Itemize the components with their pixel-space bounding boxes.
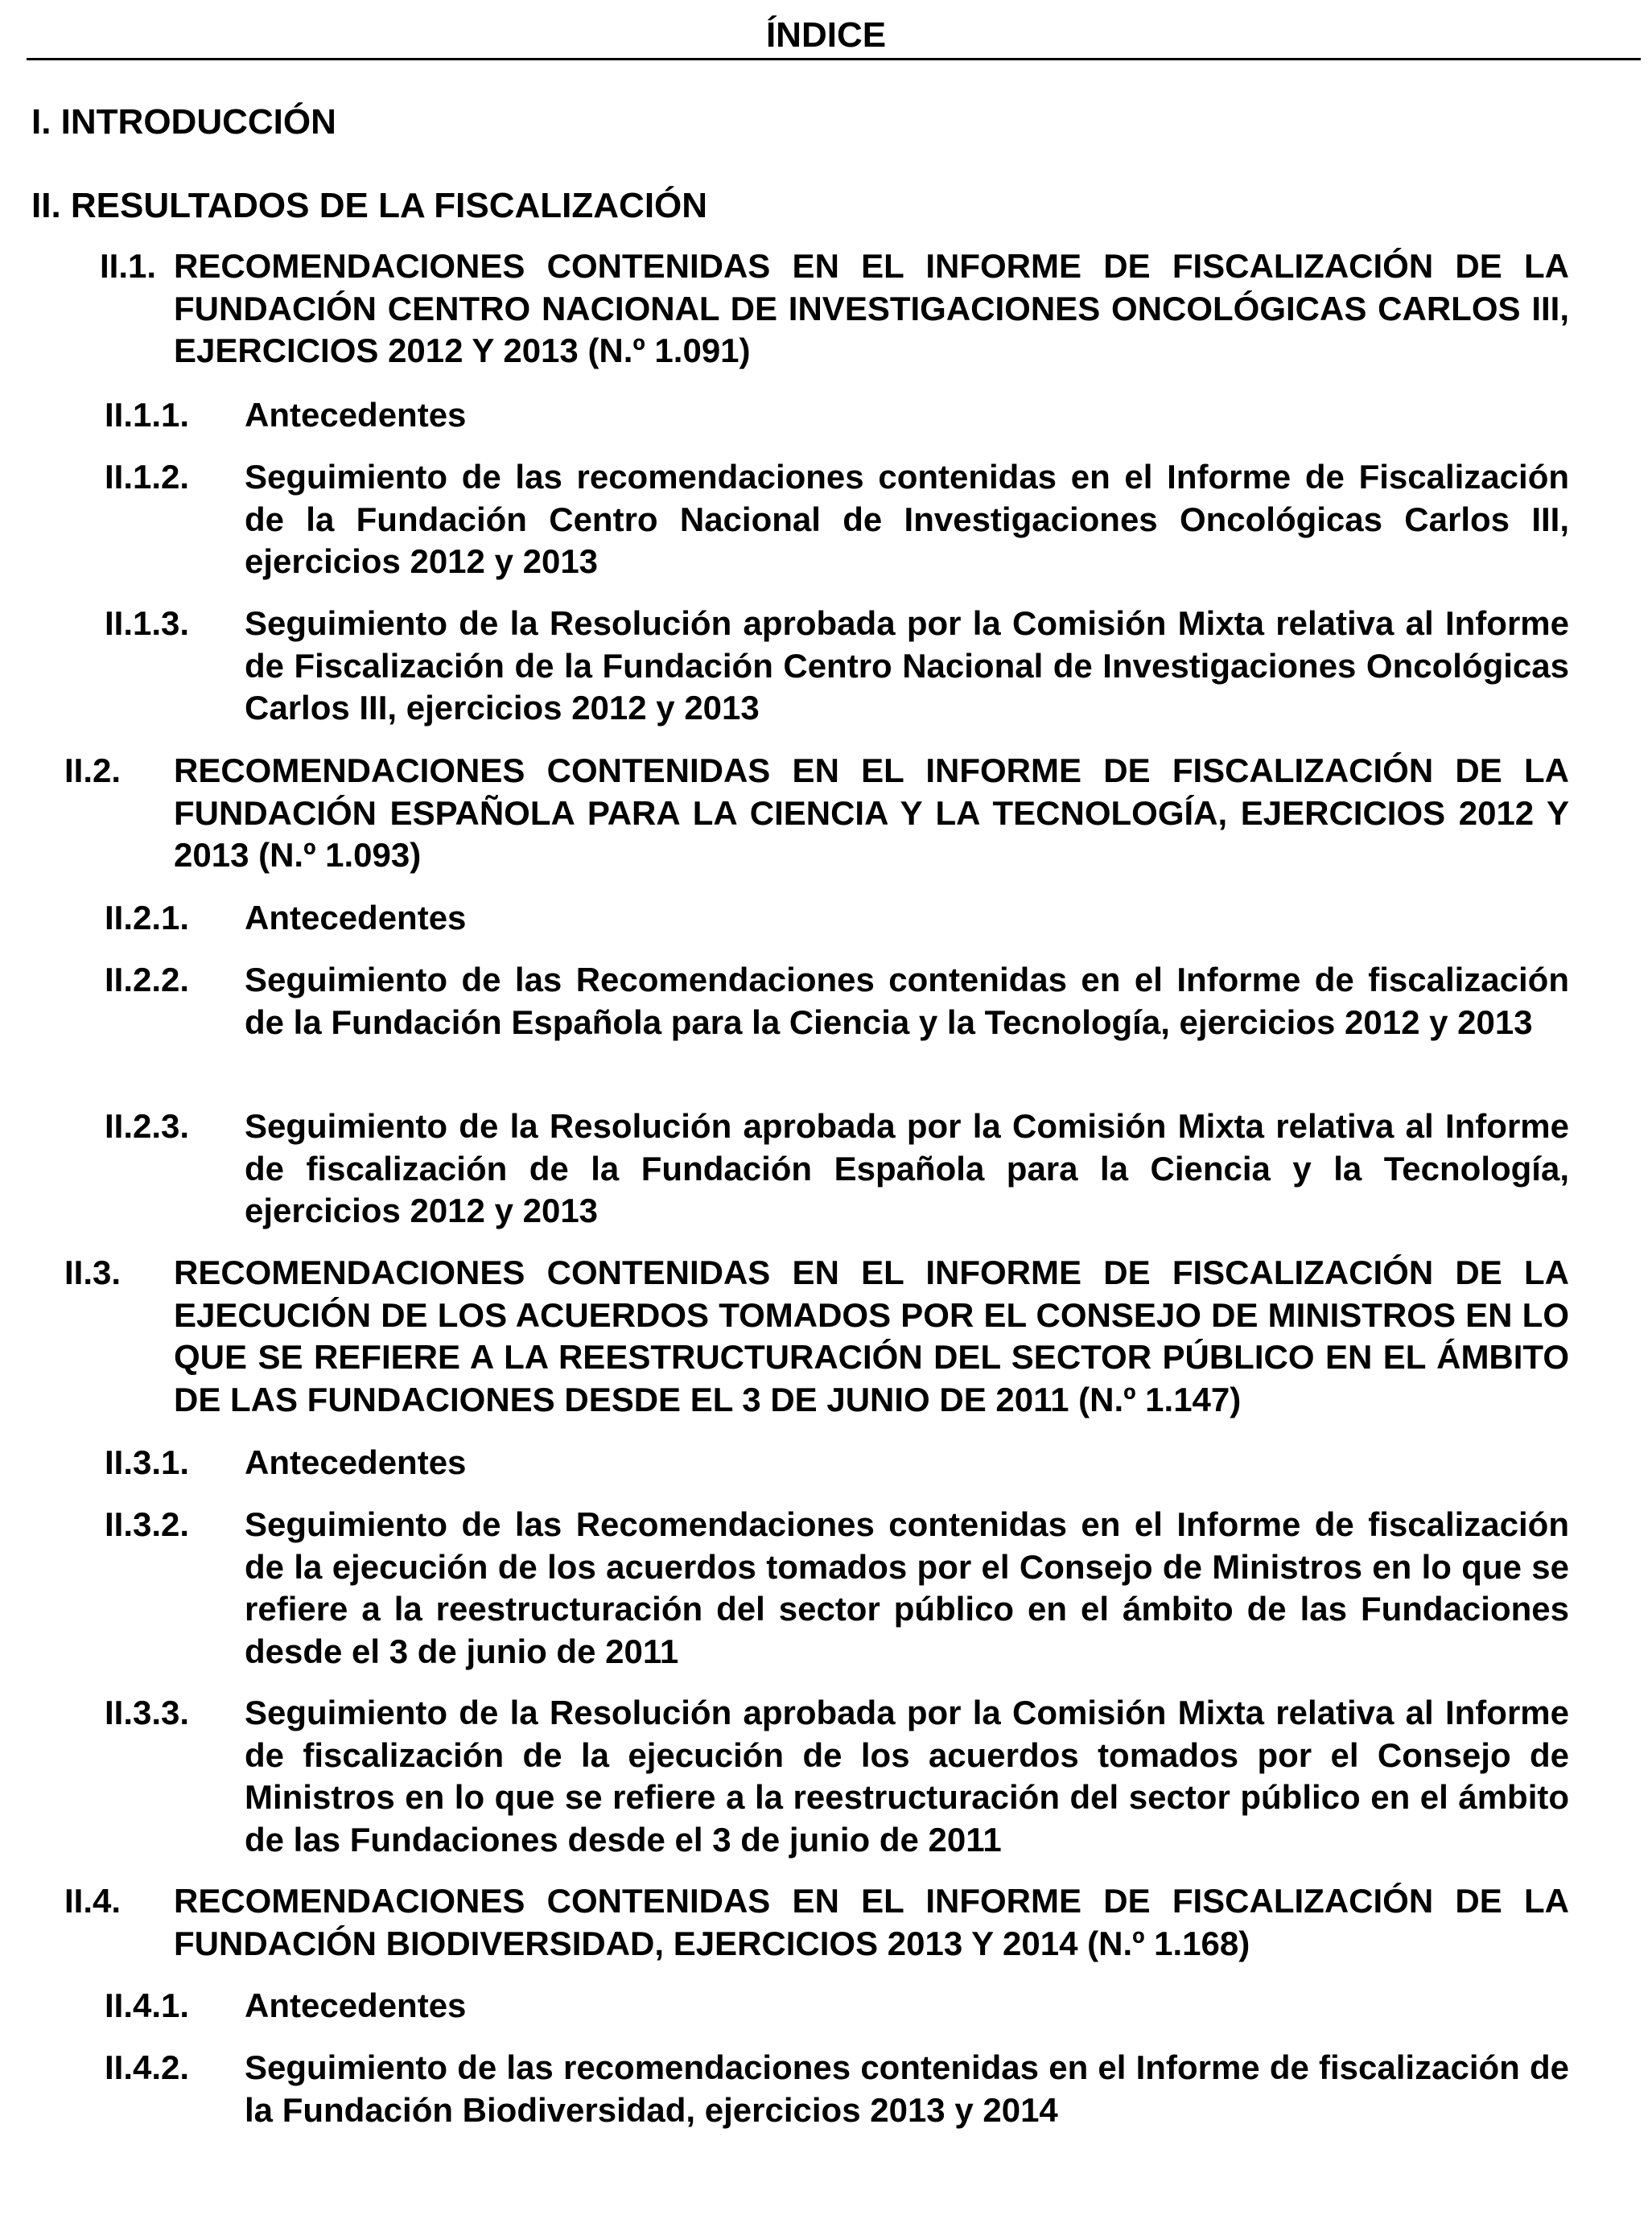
toc-item-title: Antecedentes — [245, 396, 467, 434]
toc-item-ii-4-2[interactable] — [105, 2047, 1569, 2131]
toc-subsection-title: RECOMENDACIONES CONTENIDAS EN EL INFORME DE FISCALIZACIÓN DE LA EJECUCIÓN DE LOS ACUERDOS TOMADOS POR EL CONSEJO DE MINISTROS EN LO QUE SE REFIERE A LA REESTRUCTURACIÓN DEL SECTOR PÚBLICO EN EL ÁMBITO DE LAS FUNDACIONES DESDE EL 3 DE JUNIO DE 2011 (N.º 1.147) — [174, 1254, 1569, 1418]
toc-subsection-number: II.4. — [64, 1882, 122, 1920]
toc-subsection-ii-1[interactable] — [100, 245, 1569, 373]
toc-item-ii-1-2[interactable] — [105, 456, 1569, 583]
title-divider — [27, 58, 1641, 60]
toc-item-title: Antecedentes — [245, 899, 467, 937]
toc-item-title: Seguimiento de las recomendaciones contenidas en el Informe de fiscalización de la Fundación Biodiversidad, ejercicios 2013 y 2014 — [245, 2048, 1569, 2129]
toc-item-ii-4-1[interactable] — [105, 1985, 1569, 2027]
toc-subsection-title: RECOMENDACIONES CONTENIDAS EN EL INFORME DE FISCALIZACIÓN DE LA FUNDACIÓN BIODIVERSIDAD, EJERCICIOS 2013 Y 2014 (N.º 1.168) — [174, 1882, 1569, 1962]
toc-section-resultados[interactable]: II. RESULTADOS DE LA FISCALIZACIÓN — [31, 186, 708, 225]
toc-item-title: Seguimiento de las recomendaciones contenidas en el Informe de Fiscalización de la Fundación Centro Nacional de Investigaciones Oncológicas Carlos III, ejercicios 2012 y 2013 — [245, 458, 1569, 580]
toc-subsection-ii-2[interactable] — [64, 750, 1569, 877]
toc-item-number: II.2.1. — [105, 899, 190, 937]
toc-item-title: Seguimiento de las Recomendaciones contenidas en el Informe de fiscalización de la ejecución de los acuerdos tomados por el Consejo de Ministros en lo que se refiere a la reestructuración del sector público en el ámbito de las Fundaciones desde el 3 de junio de 2011 — [245, 1505, 1569, 1670]
toc-item-title: Seguimiento de la Resolución aprobada por la Comisión Mixta relativa al Informe de fiscalización de la ejecución de los acuerdos tomados por el Consejo de Ministros en lo que se refiere a la reestructuración del sector público en el ámbito de las Fundaciones desde el 3 de junio de 2011 — [245, 1694, 1569, 1859]
toc-item-title: Seguimiento de las Recomendaciones contenidas en el Informe de fiscalización de la Fundación Española para la Ciencia y la Tecnología, ejercicios 2012 y 2013 — [245, 961, 1569, 1041]
toc-subsection-ii-4[interactable] — [64, 1880, 1569, 1965]
toc-item-ii-1-1[interactable] — [105, 394, 1569, 437]
toc-subsection-title: RECOMENDACIONES CONTENIDAS EN EL INFORME DE FISCALIZACIÓN DE LA FUNDACIÓN ESPAÑOLA PARA LA CIENCIA Y LA TECNOLOGÍA, EJERCICIOS 2012 Y 2013 (N.º 1.093) — [174, 751, 1569, 874]
toc-subsection-number: II.3. — [64, 1254, 122, 1291]
toc-item-number: II.4.1. — [105, 1986, 190, 2024]
toc-item-number: II.4.2. — [105, 2048, 190, 2086]
toc-item-ii-2-1[interactable] — [105, 897, 1569, 940]
toc-item-number: II.1.3. — [105, 604, 190, 642]
toc-item-ii-2-3[interactable] — [105, 1105, 1569, 1233]
toc-item-title: Antecedentes — [245, 1443, 467, 1481]
toc-item-number: II.3.3. — [105, 1694, 190, 1731]
toc-item-number: II.1.1. — [105, 396, 190, 434]
toc-item-number: II.2.3. — [105, 1107, 190, 1145]
toc-item-ii-2-2[interactable] — [105, 959, 1569, 1044]
page-title: ÍNDICE — [765, 15, 887, 55]
toc-item-ii-3-3[interactable] — [105, 1692, 1569, 1861]
toc-item-number: II.3.1. — [105, 1443, 190, 1481]
toc-subsection-ii-3[interactable] — [64, 1252, 1569, 1421]
toc-item-title: Seguimiento de la Resolución aprobada por la Comisión Mixta relativa al Informe de fiscalización de la Fundación Española para la Ciencia y la Tecnología, ejercicios 2012 y 2013 — [245, 1107, 1569, 1229]
toc-subsection-number: II.1. — [100, 247, 157, 285]
toc-item-number: II.3.2. — [105, 1505, 190, 1543]
toc-item-number: II.1.2. — [105, 458, 190, 496]
toc-subsection-number: II.2. — [64, 751, 122, 789]
toc-item-ii-3-1[interactable] — [105, 1442, 1569, 1484]
toc-section-introduccion[interactable]: I. INTRODUCCIÓN — [31, 102, 336, 142]
toc-item-ii-1-3[interactable] — [105, 603, 1569, 730]
toc-item-number: II.2.2. — [105, 961, 190, 998]
toc-item-title: Antecedentes — [245, 1986, 467, 2024]
toc-item-title: Seguimiento de la Resolución aprobada por la Comisión Mixta relativa al Informe de Fiscalización de la Fundación Centro Nacional de Investigaciones Oncológicas Carlos III, ejercicios 2012 y 2013 — [245, 604, 1569, 727]
toc-subsection-title: RECOMENDACIONES CONTENIDAS EN EL INFORME DE FISCALIZACIÓN DE LA FUNDACIÓN CENTRO NACIONAL DE INVESTIGACIONES ONCOLÓGICAS CARLOS III, EJERCICIOS 2012 Y 2013 (N.º 1.091) — [174, 247, 1569, 369]
toc-item-ii-3-2[interactable] — [105, 1504, 1569, 1673]
